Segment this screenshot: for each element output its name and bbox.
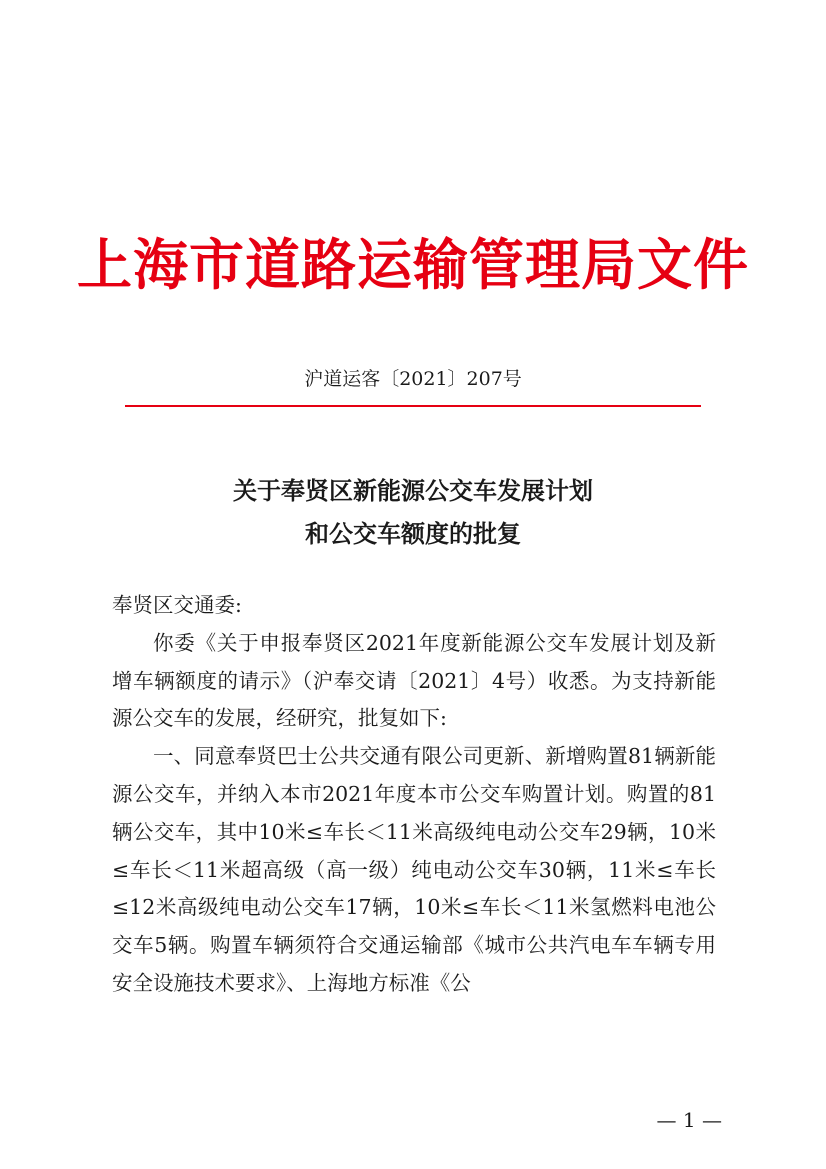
document-masthead: 上海市道路运输管理局文件 bbox=[76, 232, 749, 297]
red-separator-line bbox=[125, 405, 701, 407]
title-line-2: 和公交车额度的批复 bbox=[305, 520, 521, 548]
salutation: 奉贤区交通委: bbox=[112, 593, 242, 617]
document-body bbox=[112, 587, 716, 1003]
document-number: 沪道运客〔2021〕207号 bbox=[304, 368, 522, 390]
body-paragraph-1: 你委《关于申报奉贤区2021年度新能源公交车发展计划及新增车辆额度的请示》（沪奉交请〔2021〕4号）收悉。为支持新能源公交车的发展，经研究，批复如下: bbox=[112, 630, 716, 731]
document-title bbox=[0, 470, 826, 556]
page-number: — 1 — bbox=[656, 1108, 722, 1132]
title-line-1: 关于奉贤区新能源公交车发展计划 bbox=[233, 477, 593, 505]
body-paragraph-2: 一、同意奉贤巴士公共交通有限公司更新、新增购置81辆新能源公交车，并纳入本市2021年度本市公交车购置计划。购置的81辆公交车，其中10米≤车长＜11米高级纯电动公交车29辆，10米≤车长＜11米超高级（高一级）纯电动公交车30辆，11米≤车长≤12米高级纯电动公交车17辆，10米≤车长＜11米氢燃料电池公交车5辆。购置车辆须符合交通运输部《城市公共汽电车车辆专用安全设施技术要求》、上海地方标准《公 bbox=[112, 744, 716, 995]
